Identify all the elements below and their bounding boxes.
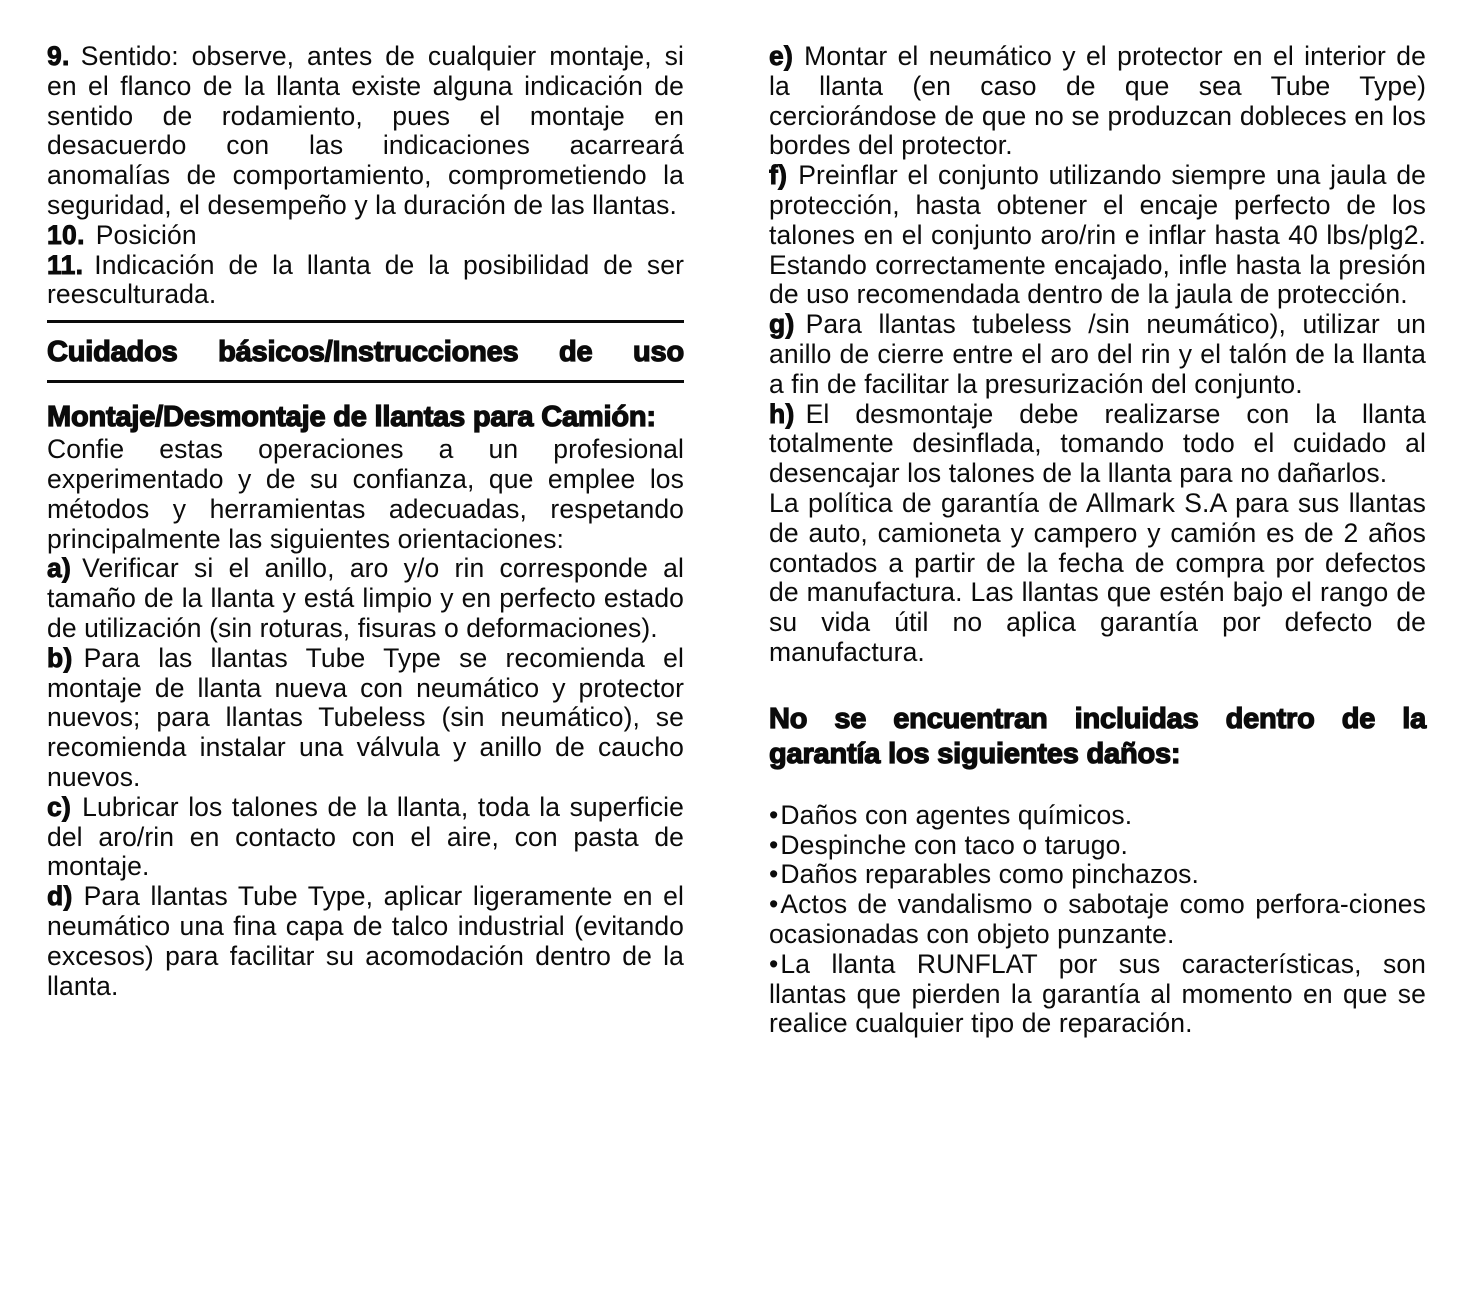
lettered-item-f-label: f) bbox=[769, 160, 788, 191]
lettered-item-b-text: Para las llantas Tube Type se recomienda el montaje de llanta nueva con neumático y protector nuevos; para llantas Tubeless (sin neumático), se recomienda instalar una válvula y anillo de caucho nuevos. bbox=[47, 642, 684, 792]
lettered-item-e-text: Montar el neumático y el protector en el interior de la llanta (en caso de que sea Tube Type) cerciorándose de que no se produzcan dobleces en los bordes del protector. bbox=[769, 41, 1426, 161]
lettered-item-c-text: Lubricar los talones de la llanta, toda la superficie del aro/rin en contacto con el aire, con pasta de montaje. bbox=[47, 791, 684, 882]
exclusions-list bbox=[769, 801, 1426, 1039]
exclusion-item-5 bbox=[769, 950, 1426, 1039]
lettered-item-b bbox=[47, 644, 684, 793]
intro-paragraph: Confie estas operaciones a un profesional experimentado y de su confianza, que emplee los métodos y herramientas adecuadas, respetando principalmente las siguientes orientaciones: bbox=[47, 434, 684, 554]
exclusion-item-2-text: Despinche con taco o tarugo. bbox=[780, 829, 1128, 860]
exclusion-item-2 bbox=[769, 831, 1426, 861]
bullet-icon: • bbox=[769, 948, 779, 979]
numbered-item-10-text: Posición bbox=[95, 219, 197, 250]
lettered-item-h bbox=[769, 400, 1426, 489]
exclusion-item-3 bbox=[769, 860, 1426, 890]
lettered-item-d bbox=[47, 882, 684, 1001]
lettered-item-a bbox=[47, 554, 684, 643]
exclusion-item-4-text: Actos de vandalismo o sabotaje como perfora-ciones ocasionadas con objeto punzante. bbox=[769, 889, 1426, 949]
lettered-item-h-text: El desmontaje debe realizarse con la llanta totalmente desinflada, tomando todo el cuidado al desencajar los talones de la llanta para no dañarlos. bbox=[769, 398, 1426, 489]
lettered-item-d-label: d) bbox=[47, 881, 73, 912]
lettered-item-a-label: a) bbox=[47, 553, 72, 584]
numbered-item-11 bbox=[47, 251, 684, 311]
exclusion-item-4 bbox=[769, 890, 1426, 950]
numbered-item-9-text: Sentido: observe, antes de cualquier montaje, si en el flanco de la llanta existe alguna indicación de sentido de rodamiento, pues el montaje en desacuerdo con las indicaciones acarreará anomalías de comportamiento, comprometiendo la seguridad, el desempeño y la duración de las llantas. bbox=[47, 41, 684, 220]
lettered-item-d-text: Para llantas Tube Type, aplicar ligeramente en el neumático una fina capa de talco industrial (evitando excesos) para facilitar su acomodación dentro de la llanta. bbox=[47, 881, 684, 1001]
divider-below-section-heading bbox=[47, 380, 684, 383]
bullet-icon: • bbox=[769, 889, 779, 920]
lettered-item-c-label: c) bbox=[47, 791, 72, 822]
divider-above-section-heading bbox=[47, 320, 684, 323]
lettered-item-e-label: e) bbox=[769, 41, 794, 71]
exclusion-item-5-text: La llanta RUNFLAT por sus características, son llantas que pierden la garantía al momento en que se realice cualquier tipo de reparación. bbox=[769, 948, 1426, 1039]
left-column bbox=[47, 42, 684, 1001]
bullet-icon: • bbox=[769, 859, 779, 890]
lettered-item-g bbox=[769, 310, 1426, 399]
lettered-item-g-text: Para llantas tubeless /sin neumático), utilizar un anillo de cierre entre el aro del rin y el talón de la llanta a fin de facilitar la presurización del conjunto. bbox=[769, 309, 1426, 399]
lettered-item-g-label: g) bbox=[769, 309, 795, 340]
exclusion-item-3-text: Daños reparables como pinchazos. bbox=[780, 859, 1199, 890]
section-heading: Cuidados básicos/Instrucciones de uso bbox=[47, 336, 684, 369]
lettered-item-h-label: h) bbox=[769, 398, 795, 429]
exclusion-item-1 bbox=[769, 801, 1426, 831]
bullet-icon: • bbox=[769, 799, 779, 830]
right-column bbox=[769, 42, 1426, 1039]
numbered-item-9-label: 9. bbox=[47, 41, 70, 71]
exclusion-item-1-text: Daños con agentes químicos. bbox=[780, 799, 1133, 830]
numbered-item-9 bbox=[47, 42, 684, 221]
bullet-icon: • bbox=[769, 829, 779, 860]
lettered-item-b-label: b) bbox=[47, 642, 73, 673]
lettered-item-e bbox=[769, 42, 1426, 161]
warranty-paragraph: La política de garantía de Allmark S.A para sus llantas de auto, camioneta y campero y camión es de 2 años contados a partir de la fecha de compra por defectos de manufactura. Las llantas que estén bajo el rango de su vida útil no aplica garantía por defecto de manufactura. bbox=[769, 487, 1426, 667]
lettered-item-f-text: Preinflar el conjunto utilizando siempre una jaula de protección, hasta obtener el encaje perfecto de los talones en el conjunto aro/rin e inflar hasta 40 lbs/plg2. Estando correctamente encajado, infle hasta la presión de uso recomendada dentro de la jaula de protección. bbox=[769, 160, 1426, 310]
numbered-item-11-label: 11. bbox=[47, 249, 84, 280]
lettered-item-a-text: Verificar si el anillo, aro y/o rin corresponde al tamaño de la llanta y está limpio y en perfecto estado de utilización (sin roturas, fisuras o deformaciones). bbox=[47, 553, 684, 643]
lettered-item-f bbox=[769, 161, 1426, 310]
numbered-item-11-text: Indicación de la llanta de la posibilidad de ser reesculturada. bbox=[47, 249, 684, 310]
subheading-montaje: Montaje/Desmontaje de llantas para Camión: bbox=[47, 401, 656, 434]
lettered-item-c bbox=[47, 793, 684, 882]
numbered-item-10 bbox=[47, 221, 684, 251]
numbered-item-10-label: 10. bbox=[47, 219, 85, 250]
exclusions-heading: No se encuentran incluidas dentro de la garantía los siguientes daños: bbox=[769, 702, 1426, 770]
